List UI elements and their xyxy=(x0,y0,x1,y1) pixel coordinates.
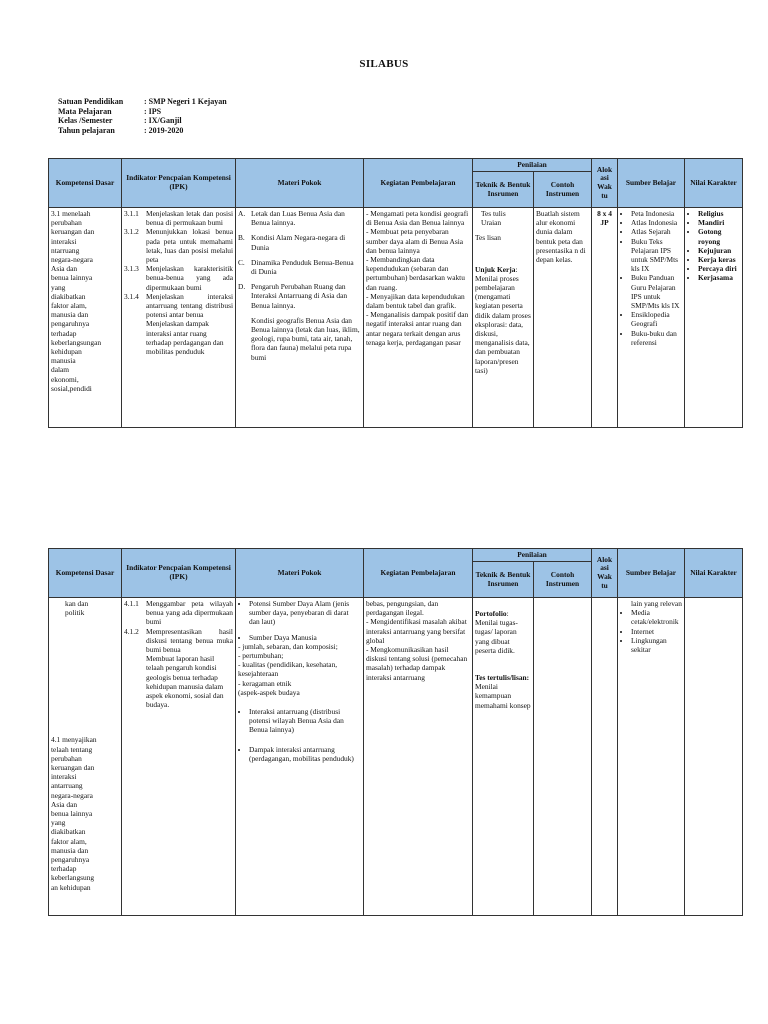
cell-ipk xyxy=(122,598,236,916)
ipk-number xyxy=(124,319,146,356)
ipk-item xyxy=(124,209,233,227)
nilai-list xyxy=(687,209,740,283)
cell-kegiatan: - Mengamati peta kondisi geografi di Benua Asia dan Benua lainnya - Membuat peta penyebaran sumber daya alam di Benua Asia dan benua lainnya - Membandingkan data kependudukan (sebaran dan pertumbuhan) berdasarkan waktu dan ruang. - Menyajikan data kependudukan dalam bentuk tabel dan grafik. - Menganalisis dampak positif dan negatif interaksi antar ruang dan antar negara terkait dengan arus tenaga kerja, perdagangan pasar xyxy=(364,208,473,428)
sumber-item: • Peta Indonesia xyxy=(631,209,682,218)
header-ipk: Indikator Pencpaian Kompetensi (IPK) xyxy=(122,159,236,208)
materi-list-c xyxy=(238,707,361,735)
sumber-item: • Ensiklopedia Geografi xyxy=(631,310,682,328)
tes-tertulis-label: Tes tertulis/lisan: xyxy=(475,673,530,683)
sumber-item: • Atlas Sejarah xyxy=(631,227,682,236)
cell-kompetensi-dasar xyxy=(49,598,122,916)
meta-label: Satuan Pendidikan xyxy=(58,97,124,106)
cell-teknik xyxy=(473,208,534,428)
sumber-item: • Buku-buku dan referensi xyxy=(631,329,682,347)
cell-sumber xyxy=(618,598,685,916)
sumber-item: • Lingkungan sekitar xyxy=(631,636,682,654)
header-kompetensi-dasar: Kompetensi Dasar xyxy=(49,159,122,208)
header-ipk: Indikator Pencpaian Kompetensi (IPK) xyxy=(122,549,236,598)
meta-value: : IX/Ganjil xyxy=(144,116,182,126)
header-kegiatan: Kegiatan Pembelajaran xyxy=(364,549,473,598)
unjuk-kerja-text: : Menilai proses pembelajaran (mengamati kegiatan peserta didik dalam proses eksplorasi: data, diskusi, menganalisis data, dan pembuatan laporan/presen tasi) xyxy=(475,264,531,375)
cell-contoh: Buatlah sistem alur ekonomi dunia dalam bentuk peta dan presentasika n di depan kelas. xyxy=(534,208,592,428)
portofolio-text: : Menilai tugas-tugas/ laporan yang dibuat peserta didik. xyxy=(475,609,518,655)
portofolio-label: Portofolio xyxy=(475,609,507,618)
meta-row-mapel xyxy=(58,107,227,117)
materi-list-b xyxy=(238,633,361,642)
nilai-item: • Religius xyxy=(698,209,740,218)
cell-kegiatan: bebas, pengungsian, dan perdagangan ilegal. - Mengidentifikasi masalah akibat interaksi antarruang yang bersifat global - Mengkomunikasikan hasil diskusi tentang solusi (pemecahan masalah) terhadap dampak interaksi antarruang xyxy=(364,598,473,916)
teknik-tes-lisan: Tes lisan xyxy=(475,233,501,243)
materi-b-sub: - jumlah, sebaran, dan komposisi; - pertumbuhan; - kualitas (pendidikan, kesehatan, kesejahteraan - keragaman etnik (aspek-aspek budaya xyxy=(238,641,338,697)
materi-item: • Sumber Daya Manusia xyxy=(249,633,361,642)
ipk-number: 4.1.1 xyxy=(124,599,139,608)
tes-tertulis-text: Menilai kemampuan memahami konsep xyxy=(475,682,531,710)
header-kegiatan: Kegiatan Pembelajaran xyxy=(364,159,473,208)
nilai-item: • Kerjasama xyxy=(698,273,740,282)
header-penilaian: Penilaian xyxy=(473,549,592,562)
ipk-number: 4.1.2 xyxy=(124,626,139,636)
materi-item xyxy=(238,282,361,310)
materi-letter: B. xyxy=(238,233,245,243)
ipk-text: Menjelaskan karakterisitik benua-benua yang ada dipermukaan bumi xyxy=(146,264,233,292)
header-materi-pokok: Materi Pokok xyxy=(236,549,364,598)
ipk-number: 3.1.1 xyxy=(124,209,139,218)
ipk-extra: Membuat laporan hasil telaah pengaruh kondisi geologis benua terhadap kehidupan manusia dalam aspek ekonomi, sosial dan budaya. xyxy=(146,654,224,710)
header-nilai: Nilai Karakter xyxy=(685,159,743,208)
teknik-uraian: Uraian xyxy=(481,218,502,228)
document-title: SILABUS xyxy=(359,58,409,70)
header-contoh: Contoh Instrumen xyxy=(534,172,592,208)
document-meta xyxy=(58,97,227,135)
cell-nilai xyxy=(685,598,743,916)
header-alokasi: Alok asi Wak tu xyxy=(592,159,618,208)
nilai-item: • Mandiri xyxy=(698,218,740,227)
materi-item: • Dampak interaksi antarruang (perdagangan, mobilitas penduduk) xyxy=(249,745,361,763)
ipk-text: Menjelaskan dampak interaksi antar ruang terhadap perdagangan dan mobilitas penduduk xyxy=(146,319,224,357)
ipk-item xyxy=(124,319,233,356)
ipk-item xyxy=(124,227,233,264)
ipk-item xyxy=(124,264,233,292)
ipk-text: Menunjukkan lokasi benua pada peta untuk memahami letak, luas dan posisi melalui peta xyxy=(146,227,233,265)
teknik-portofolio xyxy=(475,609,531,655)
sumber-list xyxy=(620,209,682,347)
materi-letter: C. xyxy=(238,257,245,267)
materi-item xyxy=(238,233,361,251)
ipk-text: Mempresentasikan hasil diskusi tentang benua muka bumi benua xyxy=(146,626,233,655)
sumber-item: • Internet xyxy=(631,627,682,636)
kd-continuation: kan dan politik xyxy=(65,599,89,618)
ipk-text: Menjelaskan interaksi antarruang tentang distribusi potensi antar benua xyxy=(146,291,233,320)
materi-letter: A. xyxy=(238,209,246,218)
kd-4-1: 4.1 menyajikan telaah tentang perubahan keruangan dan interaksi antarruang negara-negara Asia dan benua lainnya yang diakibatkan faktor alam, manusia dan pengaruhnya terhadap keberlangsung an kehidupan xyxy=(51,735,97,892)
materi-item: • Potensi Sumber Daya Alam (jenis sumber daya, penyebaran di darat dan laut) xyxy=(249,599,361,627)
syllabus-table-2 xyxy=(48,548,743,916)
ipk-number: 3.1.3 xyxy=(124,264,139,274)
ipk-number: 3.1.2 xyxy=(124,227,139,237)
materi-item: • Interaksi antarruang (distribusi potensi wilayah Benua Asia dan Benua lainnya) xyxy=(249,707,361,735)
nilai-item: • Gotong royong xyxy=(698,227,740,245)
sumber-continuation: lain yang relevan xyxy=(631,599,682,608)
ipk-number: 3.1.4 xyxy=(124,291,139,301)
cell-sumber xyxy=(618,208,685,428)
materi-text: Kondisi Alam Negara-negara di Dunia xyxy=(251,233,346,252)
syllabus-table-1 xyxy=(48,158,743,428)
header-nilai: Nilai Karakter xyxy=(685,549,743,598)
materi-text: Pengaruh Perubahan Ruang dan Interaksi Antarruang di Asia dan Benua lainnya. xyxy=(251,282,348,310)
materi-list-a xyxy=(238,599,361,627)
header-alokasi: Alok asi Wak tu xyxy=(592,549,618,598)
materi-list-d xyxy=(238,745,361,763)
cell-ipk xyxy=(122,208,236,428)
cell-kompetensi-dasar: 3.1 menelaah perubahan keruangan dan interaksi ntarruang negara-negara Asia dan benua lainnya yang diakibatkan faktor alam, manusia dan pengaruhnya terhadap keberlangsungan kehidupan manusia dalam ekonomi, sosial,pendidi xyxy=(49,208,122,428)
unjuk-kerja-label: Unjuk Kerja xyxy=(475,264,516,274)
teknik-tes-tulis: Tes tulis xyxy=(481,209,506,218)
sumber-item: • Atlas Indonesia xyxy=(631,218,682,227)
meta-row-kelas xyxy=(58,116,227,126)
meta-value: : IPS xyxy=(144,106,162,116)
materi-text: Letak dan Luas Benua Asia dan Benua lainnya. xyxy=(251,209,345,228)
materi-extra: Kondisi geografis Benua Asia dan Benua lainnya (letak dan luas, iklim, geologi, rupa bumi, tata air, tanah, flora dan fauna) melalui peta rupa bumi xyxy=(251,315,360,362)
ipk-item xyxy=(124,292,233,320)
header-teknik: Teknik & Bentuk Insrumen xyxy=(473,172,534,208)
meta-label: Mata Pelajaran xyxy=(58,106,112,116)
meta-value: : SMP Negeri 1 Kejayan xyxy=(144,97,227,106)
sumber-list xyxy=(620,608,682,654)
materi-item xyxy=(238,258,361,276)
teknik-unjuk-kerja xyxy=(475,265,531,375)
ipk-item xyxy=(124,599,233,627)
cell-materi-pokok xyxy=(236,208,364,428)
meta-row-tahun xyxy=(58,126,227,136)
materi-letter: D. xyxy=(238,282,246,292)
nilai-item: • Kerja keras xyxy=(698,255,740,264)
header-teknik: Teknik & Bentuk Insrumen xyxy=(473,562,534,598)
meta-value: : 2019-2020 xyxy=(144,125,184,135)
header-penilaian: Penilaian xyxy=(473,159,592,172)
meta-label: Kelas /Semester xyxy=(58,116,113,126)
header-contoh: Contoh Instrumen xyxy=(534,562,592,598)
ipk-item xyxy=(124,627,233,655)
sumber-item: • Media cetak/elektronik xyxy=(631,608,682,626)
meta-row-satuan xyxy=(58,97,227,107)
materi-text: Dinamika Penduduk Benua-Benua di Dunia xyxy=(251,257,354,277)
cell-materi-pokok xyxy=(236,598,364,916)
cell-nilai xyxy=(685,208,743,428)
header-sumber: Sumber Belajar xyxy=(618,549,685,598)
cell-teknik xyxy=(473,598,534,916)
meta-label: Tahun pelajaran xyxy=(58,125,115,135)
cell-contoh xyxy=(534,598,592,916)
header-materi-pokok: Materi Pokok xyxy=(236,159,364,208)
header-sumber: Sumber Belajar xyxy=(618,159,685,208)
nilai-item: • Kejujuran xyxy=(698,246,740,255)
cell-alokasi: 8 x 4 JP xyxy=(592,208,618,428)
ipk-text: Menjelaskan letak dan posisi benua di permukaan bumi xyxy=(146,209,233,228)
nilai-item: • Percaya diri xyxy=(698,264,740,273)
header-kompetensi-dasar: Kompetensi Dasar xyxy=(49,549,122,598)
sumber-item: • Buku Teks Pelajaran IPS untuk SMP/Mts kls IX xyxy=(631,237,682,274)
sumber-item: • Buku Panduan Guru Pelajaran IPS untuk SMP/Mts kls IX xyxy=(631,273,682,310)
ipk-text: Menggambar peta wilayah benua yang ada dipermukaan bumi xyxy=(146,599,233,627)
materi-item xyxy=(238,209,361,227)
cell-alokasi xyxy=(592,598,618,916)
